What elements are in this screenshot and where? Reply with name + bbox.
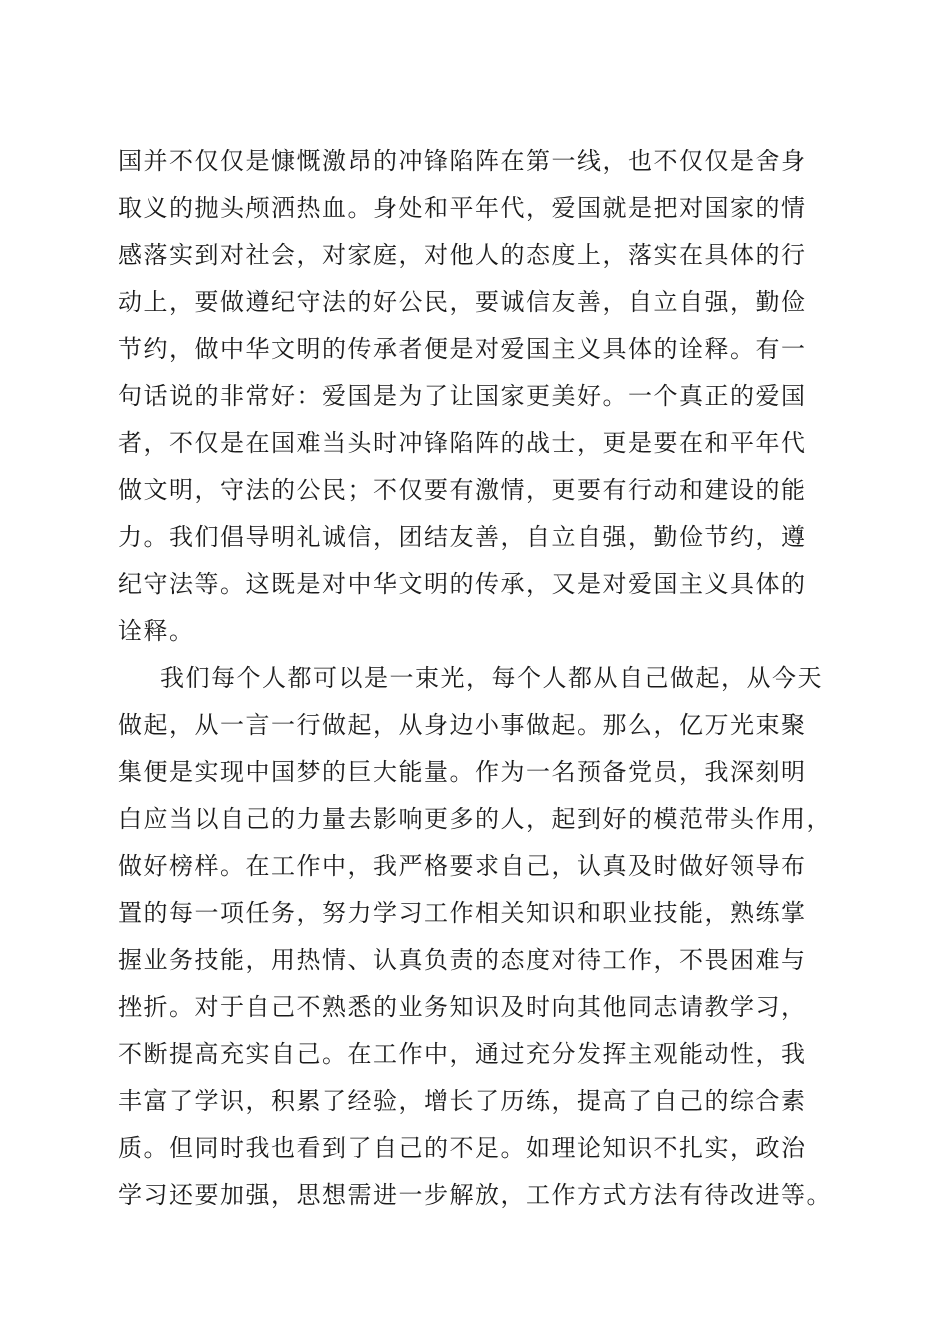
paragraph-line: 者，不仅是在国难当头时冲锋陷阵的战士，更是要在和平年代 (118, 429, 807, 457)
body-text (118, 138, 838, 1219)
paragraph-line: 学习还要加强，思想需进一步解放，工作方式方法有待改进等。 (118, 1181, 832, 1209)
paragraph-line: 取义的抛头颅洒热血。身处和平年代，爱国就是把对国家的情 (118, 194, 807, 222)
paragraph-line: 诠释。 (118, 617, 195, 645)
paragraph-line: 感落实到对社会，对家庭，对他人的态度上，落实在具体的行 (118, 241, 807, 269)
paragraph-line: 挫折。对于自己不熟悉的业务知识及时向其他同志请教学习， (118, 993, 807, 1021)
paragraph-line: 我们每个人都可以是一束光，每个人都从自己做起，从今天 (160, 664, 823, 692)
paragraph-line: 力。我们倡导明礼诚信，团结友善，自立自强，勤俭节约，遵 (118, 523, 807, 551)
paragraph-line: 动上，要做遵纪守法的好公民，要诚信友善，自立自强，勤俭 (118, 288, 807, 316)
paragraph-line: 丰富了学识，积累了经验，增长了历练，提高了自己的综合素 (118, 1087, 807, 1115)
paragraph-2 (118, 655, 838, 1219)
paragraph-line: 做好榜样。在工作中，我严格要求自己，认真及时做好领导布 (118, 852, 807, 880)
paragraph-line: 做起，从一言一行做起，从身边小事做起。那么，亿万光束聚 (118, 711, 807, 739)
paragraph-line: 节约，做中华文明的传承者便是对爱国主义具体的诠释。有一 (118, 335, 807, 363)
paragraph-line: 白应当以自己的力量去影响更多的人，起到好的模范带头作用， (118, 805, 832, 833)
paragraph-line: 集便是实现中国梦的巨大能量。作为一名预备党员，我深刻明 (118, 758, 807, 786)
paragraph-line: 质。但同时我也看到了自己的不足。如理论知识不扎实，政治 (118, 1134, 807, 1162)
paragraph-1 (118, 138, 838, 655)
paragraph-line: 握业务技能，用热情、认真负责的态度对待工作，不畏困难与 (118, 946, 807, 974)
paragraph-line: 国并不仅仅是慷慨激昂的冲锋陷阵在第一线，也不仅仅是舍身 (118, 147, 807, 175)
paragraph-line: 做文明，守法的公民；不仅要有激情，更要有行动和建设的能 (118, 476, 807, 504)
paragraph-line: 不断提高充实自己。在工作中，通过充分发挥主观能动性，我 (118, 1040, 807, 1068)
paragraph-line: 置的每一项任务，努力学习工作相关知识和职业技能，熟练掌 (118, 899, 807, 927)
paragraph-line: 句话说的非常好：爱国是为了让国家更美好。一个真正的爱国 (118, 382, 807, 410)
paragraph-line: 纪守法等。这既是对中华文明的传承，又是对爱国主义具体的 (118, 570, 807, 598)
